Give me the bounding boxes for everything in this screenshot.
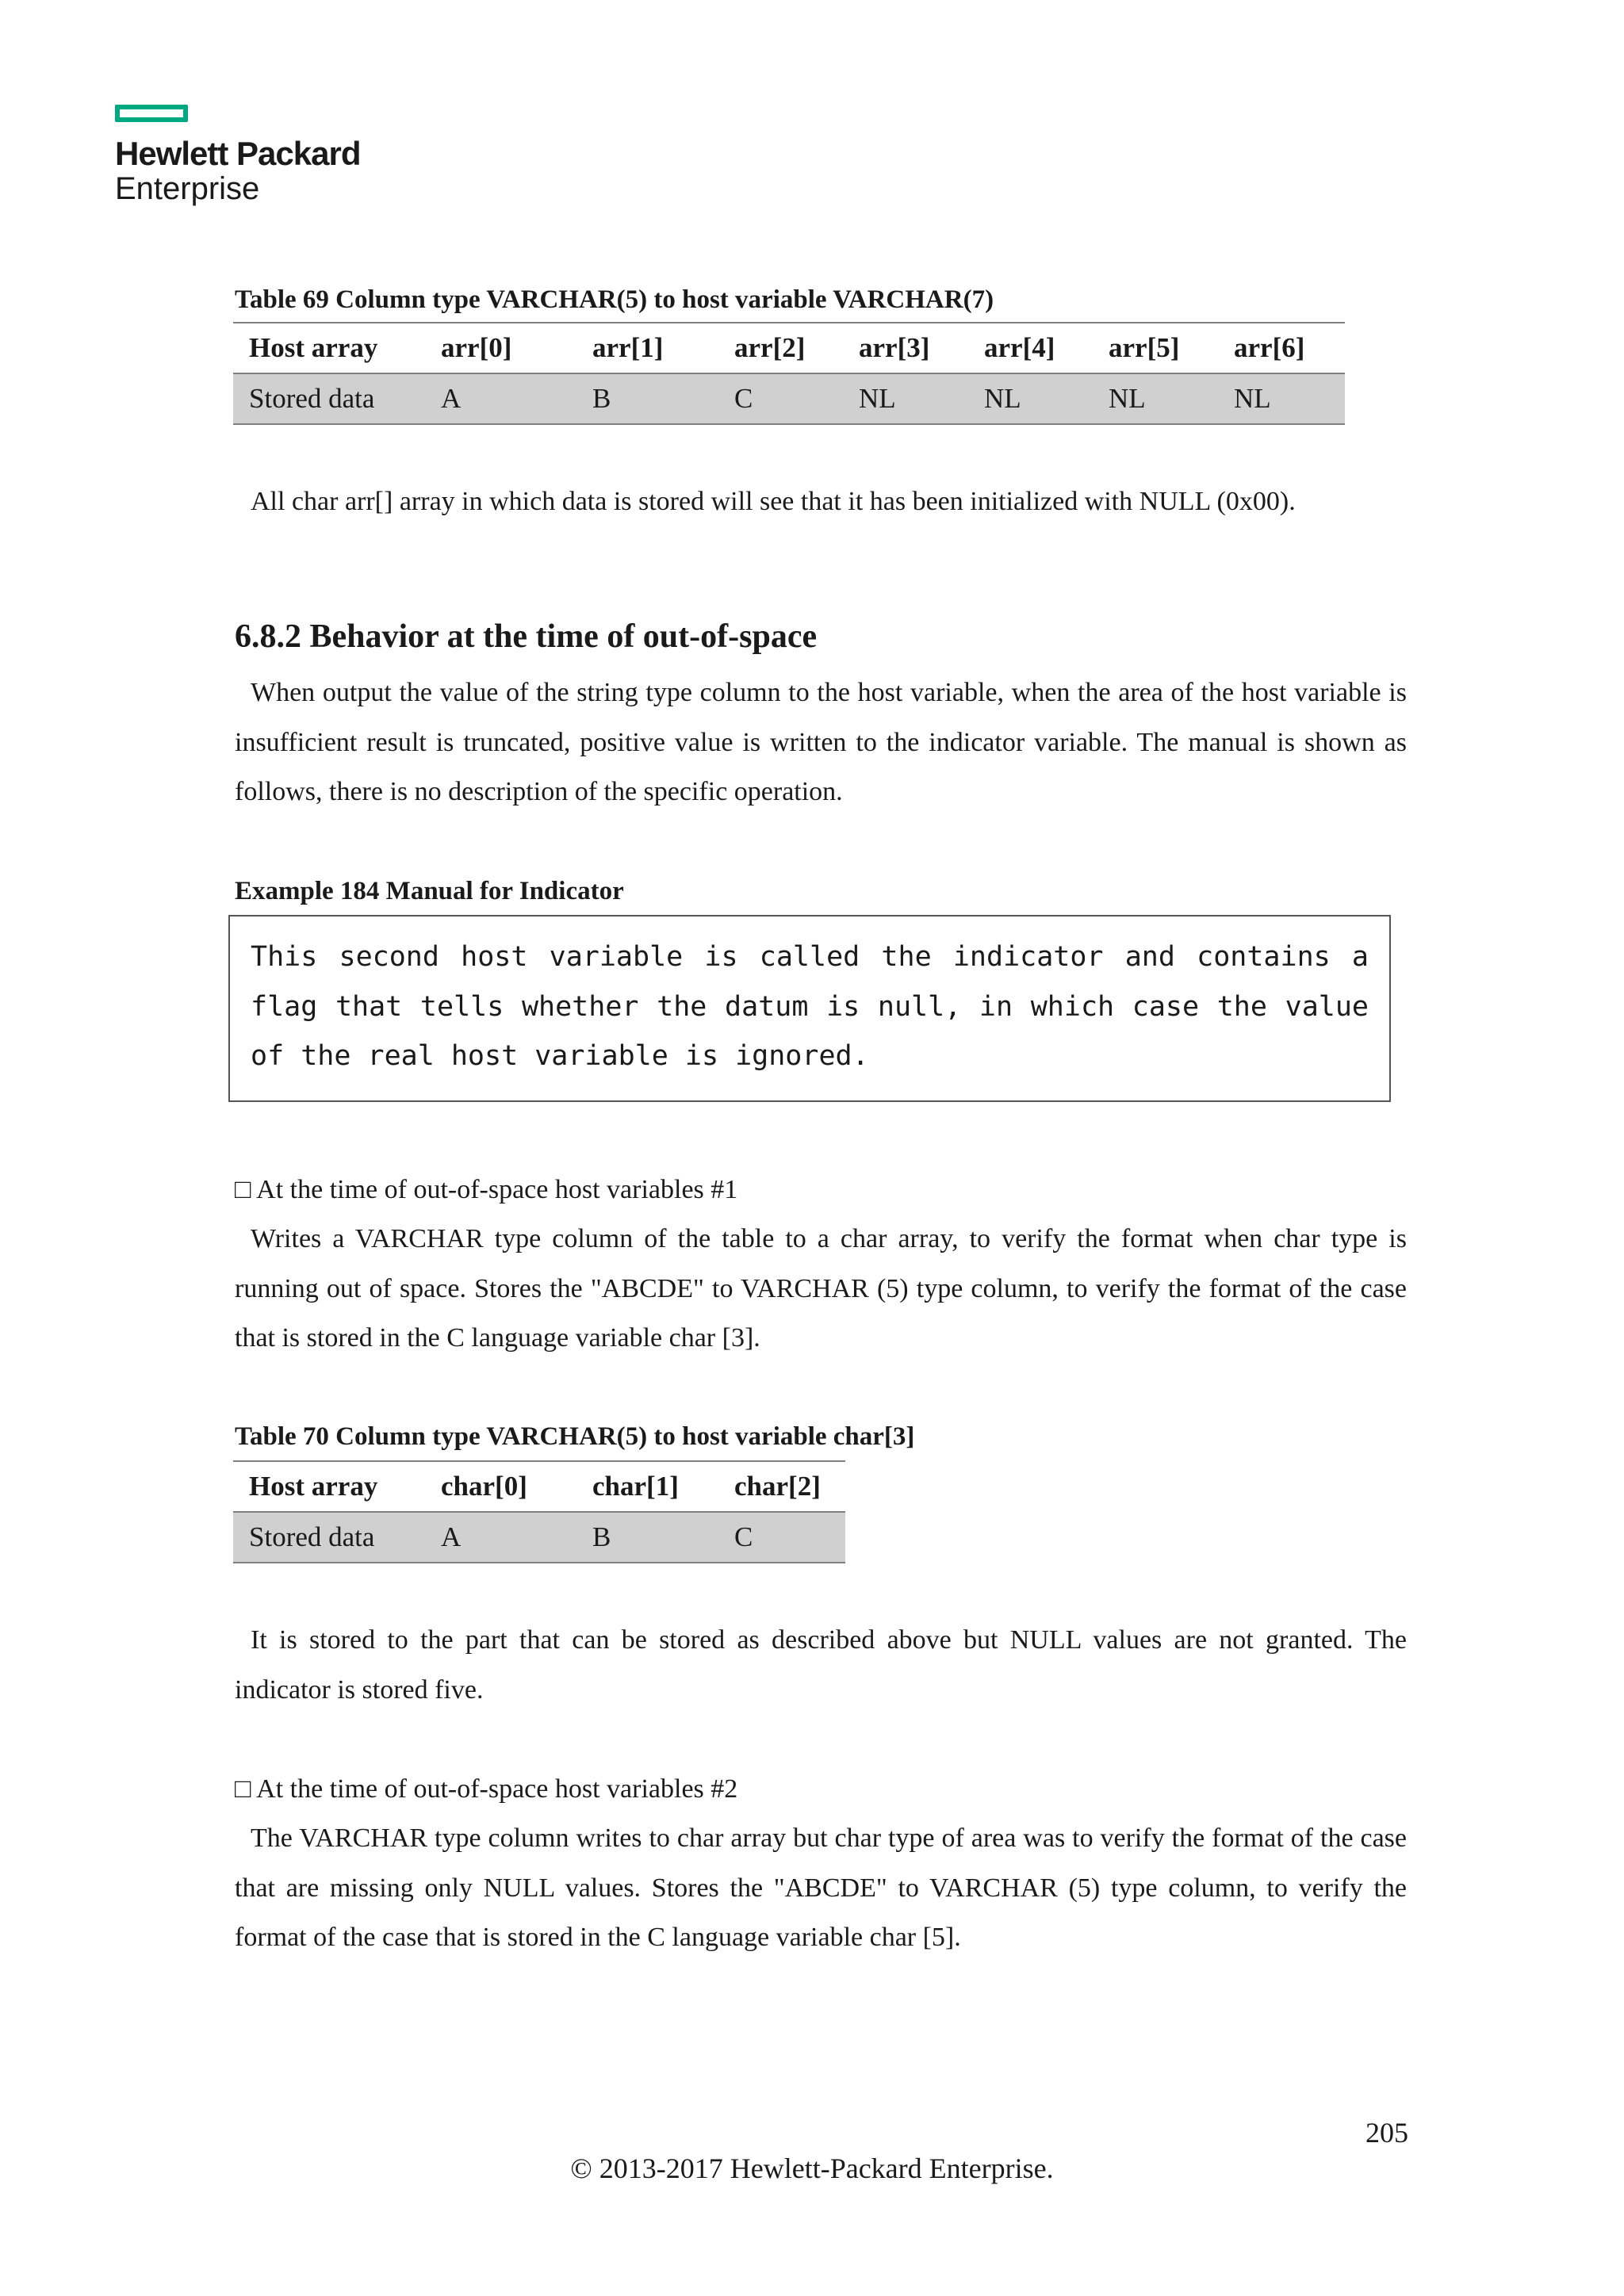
table69-cell: C [718, 373, 843, 424]
table70-header-cell: char[2] [718, 1461, 845, 1512]
page-number: 205 [1365, 2117, 1408, 2149]
table70-cell: C [718, 1512, 845, 1563]
table70-header-row [233, 1461, 845, 1512]
table69-header-cell: arr[5] [1093, 323, 1218, 373]
table69-header-cell: arr[0] [425, 323, 576, 373]
case1-paragraph: Writes a VARCHAR type column of the table to a char array, to verify the format when char type is running out of space. Stores the "ABCDE" to VARCHAR (5) type column, to verify the format of the case that is stored in the C language variable char [3]. [235, 1224, 1407, 1353]
table69-cell: B [576, 373, 718, 424]
table69-header-cell: arr[3] [843, 323, 968, 373]
table69-header-row [233, 323, 1345, 373]
paragraph-initialized-null: All char arr[] array in which data is stored will see that it has been initialized with NULL (0x00). [251, 487, 1296, 516]
logo-text-line2: Enterprise [115, 171, 260, 206]
table69-cell: NL [1218, 373, 1345, 424]
logo-text-line1: Hewlett Packard [115, 135, 361, 172]
case2-paragraph: The VARCHAR type column writes to char array but char type of area was to verify the format of the case that are missing only NULL values. Stores the "ABCDE" to VARCHAR (5) type column, to verify the format of the case that is stored in the C language variable char [5]. [235, 1823, 1407, 1952]
table69-cell: Stored data [233, 373, 425, 424]
table70-header-cell: char[0] [425, 1461, 576, 1512]
table69-cell: NL [843, 373, 968, 424]
table69-cell: NL [968, 373, 1093, 424]
hpe-logo-mark [115, 105, 188, 122]
table70-data-row [233, 1512, 845, 1563]
section-heading: 6.8.2 Behavior at the time of out-of-space [235, 618, 818, 655]
footer-copyright: © 2013-2017 Hewlett-Packard Enterprise. [570, 2152, 1054, 2184]
table69-data-row [233, 373, 1345, 424]
table70-cell: Stored data [233, 1512, 425, 1563]
example184-caption: Example 184 Manual for Indicator [235, 877, 624, 905]
table69-cell: A [425, 373, 576, 424]
table70 [233, 1460, 845, 1563]
table70-cell: B [576, 1512, 718, 1563]
table70-header-cell: char[1] [576, 1461, 718, 1512]
table69-header-cell: arr[2] [718, 323, 843, 373]
case2-title: □ At the time of out-of-space host variables #2 [235, 1774, 738, 1804]
paragraph-null-not-granted: It is stored to the part that can be stored as described above but NULL values are not granted. The indicator is stored five. [235, 1625, 1407, 1705]
table69 [233, 322, 1345, 425]
table69-header-cell: Host array [233, 323, 425, 373]
hpe-logo [115, 105, 360, 206]
table70-header-cell: Host array [233, 1461, 425, 1512]
table70-cell: A [425, 1512, 576, 1563]
case1-title: □ At the time of out-of-space host variables #1 [235, 1175, 738, 1204]
example184-code-box: This second host variable is called the indicator and contains a flag that tells whether the datum is null, in which case the value of the real host variable is ignored. [228, 915, 1391, 1102]
table69-header-cell: arr[1] [576, 323, 718, 373]
table70-caption: Table 70 Column type VARCHAR(5) to host variable char[3] [235, 1422, 915, 1451]
table69-header-cell: arr[6] [1218, 323, 1345, 373]
section-paragraph: When output the value of the string type column to the host variable, when the area of the host variable is insufficient result is truncated, positive value is written to the indicator variable. The manual is shown as follows, there is no description of the specific operation. [235, 678, 1407, 806]
table69-header-cell: arr[4] [968, 323, 1093, 373]
table69-cell: NL [1093, 373, 1218, 424]
table69-caption: Table 69 Column type VARCHAR(5) to host variable VARCHAR(7) [235, 285, 994, 314]
